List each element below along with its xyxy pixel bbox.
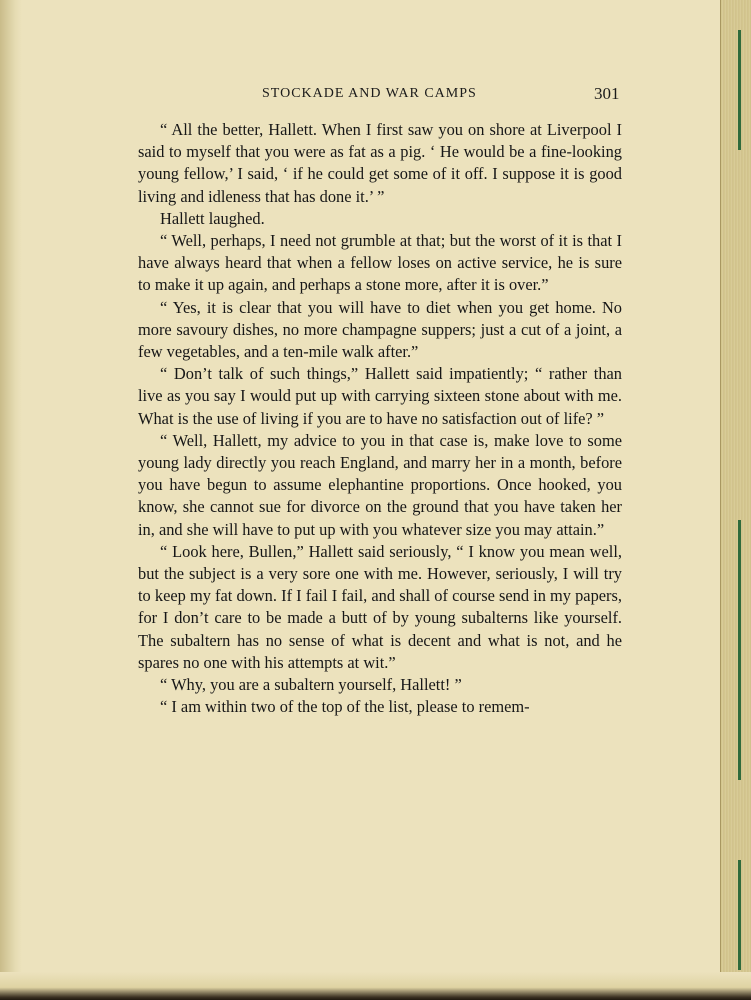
paragraph: “ Look here, Bullen,” Hallett said seriously, “ I know you mean well, but the subject is a very sore one with me. However, seriously, I will try to keep my fat down. If I fail I fail, and shall of course send in my papers, for I don’t care to be made a butt of by young subalterns like yourself. The subaltern has no sense of what is decent and what is not, and he spares no one with his attempts at wit.” xyxy=(138,541,622,672)
paragraph: “ Well, Hallett, my advice to you in that case is, make love to some young lady directly you reach England, and marry her in a month, before you have begun to assume elephantine proportions. Once hooked, you know, she cannot sue for divorce on the ground that you have taken her in, and she will have to put up with you whatever size you may attain.” xyxy=(138,430,622,539)
page-edges xyxy=(720,0,751,1000)
paragraph: “ Well, perhaps, I need not grumble at that; but the worst of it is that I have always heard that when a fellow loses on active service, he is sure to make it up again, and perhaps a stone more, after it is over.” xyxy=(138,231,622,295)
paragraph: “ Don’t talk of such things,” Hallett said impatiently; “ rather than live as you say I would put up with carrying sixteen stone about with me. What is the use of living if you are to have no satisfaction out of life? ” xyxy=(138,364,622,428)
edge-mark xyxy=(738,860,741,970)
paragraph: “ Yes, it is clear that you will have to diet when you get home. No more savoury dishes, no more champagne suppers; just a cut of a joint, a few vegetables, and a ten-mile walk after.” xyxy=(138,297,622,362)
page-number: 301 xyxy=(594,84,620,103)
running-head: STOCKADE AND WAR CAMPS xyxy=(262,86,477,101)
paragraph: “ All the better, Hallett. When I first saw you on shore at Liverpool I said to myself that you were as fat as a pig. ‘ He would be a fine-looking young fellow,’ I said, ‘ if he could get some of it off. I suppose it is good living and idleness that has done it.’ ” xyxy=(138,120,622,206)
bottom-edge-shadow xyxy=(0,972,751,1000)
edge-mark xyxy=(738,520,741,780)
paragraph: “ I am within two of the top of the list, please to remem- xyxy=(160,697,530,717)
gutter-shadow xyxy=(0,0,22,1000)
paragraph: Hallett laughed. xyxy=(160,208,265,228)
body-text xyxy=(138,119,622,718)
edge-mark xyxy=(738,30,741,150)
paragraph: “ Why, you are a subaltern yourself, Hallett! ” xyxy=(160,675,462,695)
